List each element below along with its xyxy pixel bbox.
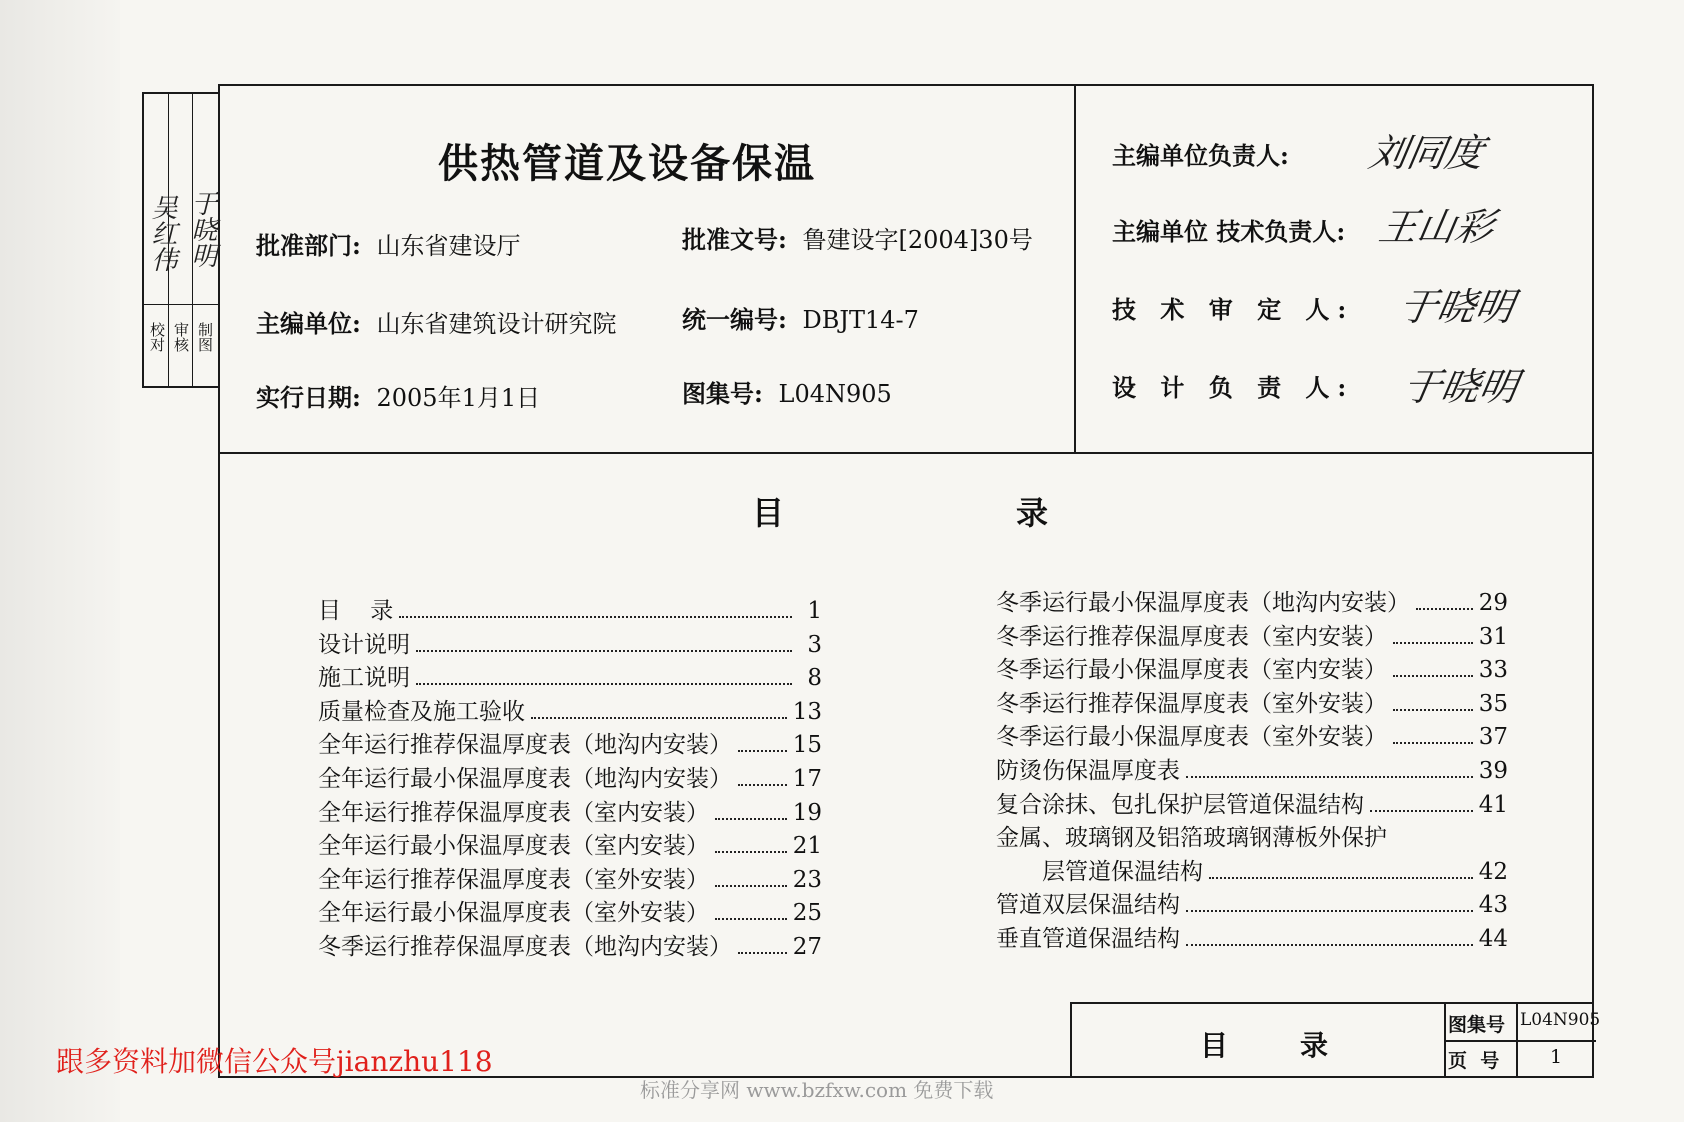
toc-entry: 管道双层保温结构 43 [996, 892, 1508, 919]
toc-entry: 冬季运行推荐保温厚度表（地沟内安装） 27 [318, 933, 822, 960]
responsible-label-review: 技 术 审 定 人: [1112, 295, 1355, 324]
atlas-number: 图集号: L04N905 [682, 379, 892, 408]
title-block [1070, 1002, 1601, 1078]
approval-number: 批准文号: 鲁建设字[2004]30号 [682, 225, 1033, 254]
binding-signature-1: 吴红伟 [147, 194, 177, 272]
responsible-label-chief: 主编单位负责人: [1112, 141, 1289, 170]
toc-entry: 全年运行最小保温厚度表（地沟内安装） 17 [318, 765, 822, 792]
chief-editor-unit: 主编单位: 山东省建筑设计研究院 [256, 309, 617, 338]
toc-entry: 金属、玻璃钢及铝箔玻璃钢薄板外保护 [996, 825, 1387, 852]
page-edge-shadow [0, 0, 120, 1122]
effective-date: 实行日期: 2005年1月1日 [256, 383, 541, 412]
toc-entry: 全年运行最小保温厚度表（室内安装） 21 [318, 833, 822, 860]
title-block-page-value: 1 [1550, 1046, 1563, 1068]
toc-entry: 目 录 1 [318, 598, 822, 624]
signature-review: 于晓明 [1395, 285, 1518, 329]
title-block-page-label: 页 号 [1448, 1050, 1500, 1072]
title-block-name-left: 目 [1200, 1029, 1229, 1062]
signature-design: 于晓明 [1399, 365, 1522, 409]
binding-label-check: 校对 [148, 322, 166, 352]
toc-entry: 全年运行最小保温厚度表（室外安装） 25 [318, 900, 822, 927]
title-block-name-right: 录 [1300, 1029, 1329, 1062]
header-column-divider [1074, 84, 1076, 452]
toc-entry: 设计说明 3 [318, 631, 822, 658]
title-block-atlas-label: 图集号 [1448, 1014, 1506, 1036]
toc-entry: 冬季运行推荐保温厚度表（室内安装） 31 [996, 623, 1508, 650]
toc-entry: 施工说明 8 [318, 665, 822, 692]
title-block-atlas-value: L04N905 [1520, 1010, 1601, 1030]
toc-title-right: 录 [1016, 494, 1049, 532]
toc-entry: 复合涂抹、包扎保护层管道保温结构 41 [996, 791, 1508, 818]
binding-label-review: 审核 [172, 322, 190, 352]
toc-left-column [318, 592, 822, 962]
toc-entry: 垂直管道保温结构 44 [996, 925, 1508, 952]
atlas-title: 供热管道及设备保温 [438, 140, 816, 187]
signature-chief: 刘同度 [1365, 131, 1488, 175]
toc-entry: 全年运行推荐保温厚度表（室内安装） 19 [318, 799, 822, 826]
toc-entry: 冬季运行最小保温厚度表（地沟内安装） 29 [996, 590, 1508, 616]
toc-entry: 冬季运行推荐保温厚度表（室外安装） 35 [996, 690, 1508, 717]
binding-signature-2: 于晓明 [187, 190, 217, 268]
responsible-label-tech: 主编单位 技术负责人: [1112, 217, 1346, 246]
toc-entry: 冬季运行最小保温厚度表（室外安装） 37 [996, 724, 1508, 751]
approval-dept: 批准部门: 山东省建设厅 [256, 231, 521, 260]
toc-right-column [996, 584, 1508, 954]
toc-entry-continued: 层管道保温结构 42 [1042, 858, 1508, 885]
toc-entry: 全年运行推荐保温厚度表（地沟内安装） 15 [318, 732, 822, 759]
binding-label-drawing: 制图 [196, 322, 214, 352]
toc-title-left: 目 [752, 494, 785, 532]
promo-watermark: 跟多资料加微信公众号jianzhu118 [56, 1045, 493, 1078]
binding-strip [142, 92, 218, 388]
signature-tech: 王山彩 [1375, 205, 1498, 249]
toc-entry: 质量检查及施工验收 13 [318, 698, 822, 725]
toc-entry: 防烫伤保温厚度表 39 [996, 757, 1508, 784]
toc-entry: 冬季运行最小保温厚度表（室内安装） 33 [996, 657, 1508, 684]
unified-number: 统一编号: DBJT14-7 [682, 305, 919, 334]
header-divider [218, 452, 1594, 454]
responsible-label-design: 设 计 负 责 人: [1112, 373, 1355, 402]
toc-entry: 全年运行推荐保温厚度表（室外安装） 23 [318, 866, 822, 893]
footer-watermark: 标准分享网 www.bzfxw.com 免费下载 [640, 1078, 994, 1102]
